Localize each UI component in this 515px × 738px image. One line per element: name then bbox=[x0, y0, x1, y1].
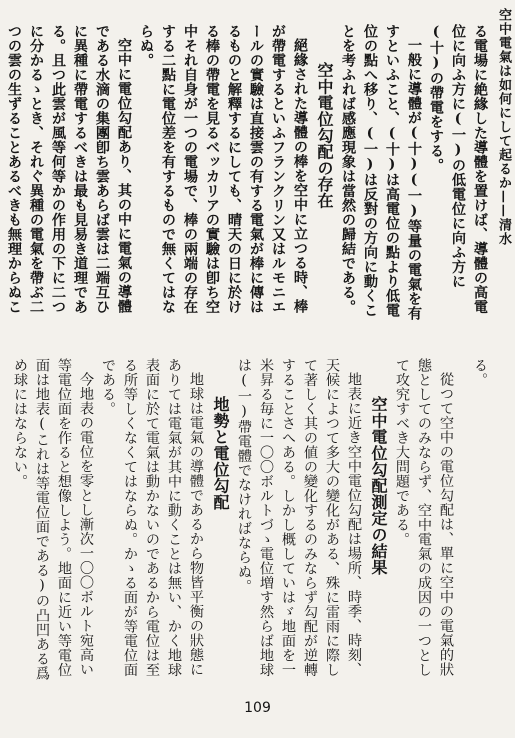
upper-text-block bbox=[0, 24, 491, 324]
section-heading: 空中電位勾配の存在 bbox=[315, 62, 334, 209]
body-paragraph: 一般に導體が(十)(一)等量の電氣を有すといふこと、(十)は高電位の點より低電位の點へ移り、(一)は反對の方向に動くことを考ふれば感應現象は當然の歸結である。 bbox=[340, 24, 422, 321]
column-gap bbox=[457, 358, 469, 688]
section-heading: 空中電位勾配測定の結果 bbox=[369, 396, 388, 576]
lower-text-block bbox=[9, 358, 491, 688]
body-paragraph: 從つて空中の電位勾配は、單に空中の電氣的狀態としてのみならず、空中電氣の成因の一つとして攻究すべき大問題である。 bbox=[394, 358, 454, 677]
body-paragraph: 地球は電氣の導體であるから物皆平衡の狀態にありては電氣が其中に動くことは無い、かく地球表面に於て電氣は動かないのであるから電位は至る所等しくなくてはならぬ。かゝる面が等電位面である。 bbox=[100, 358, 204, 677]
body-paragraph: 地表に近き空中電位勾配は場所、時季、時刻、天候によつて多大の變化がある、殊に雷雨に際して著しく其の値の變化するのみならず勾配が逆轉することさへある。しかし概していはゞ地面を一米昇る毎に一〇〇ボルトづゝ電位増す然らば地球は(一)帶電體でなければならぬ。 bbox=[236, 358, 362, 677]
body-paragraph: 空中に電位勾配あり、其の中に電氣の導體である水滴の集團卽ち雲あらば雲は二端互ひに異種に帶電するべきは最も見易き道理である。且つ此雲が風等何等かの作用の下に二つに分かるゝとき、それぐ異種の電氣を帶ぶ二つの雲の生ずることあるべきも無理からぬこ bbox=[6, 24, 132, 314]
running-header: 空中電氣は如何にして起るか——清水 bbox=[496, 8, 511, 246]
section-heading: 地勢と電位勾配 bbox=[211, 396, 230, 511]
body-paragraph: 今地表の電位を零とし漸次一〇〇ボルト宛高い等電位面を作ると想像しよう。地面に近い等電位面は地表(これは等電位面である)の凸凹ある爲め球にはならない。 bbox=[12, 358, 94, 681]
body-paragraph: る。 bbox=[472, 358, 488, 387]
body-paragraph: る電場に絶緣した導體を置けば、導體の高電位に向ふ方に(一)の低電位に向ふ方に(十)の帶電をする。 bbox=[428, 24, 488, 314]
page-number: 109 bbox=[244, 700, 271, 716]
body-paragraph: 絕緣された導體の棒を空中に立つる時、棒が帶電するといふフランクリン又はルモニエールの實驗は直接雲の有する電氣が棒に傳はるものと解釋するにしても、晴天の日に於ける棒の帶電を見るベッカリアの實驗は卽ち空中それ自身が一つの電場で、棒の兩端の存在する二點に電位差を有するもので無くてはならぬ。 bbox=[138, 24, 308, 314]
